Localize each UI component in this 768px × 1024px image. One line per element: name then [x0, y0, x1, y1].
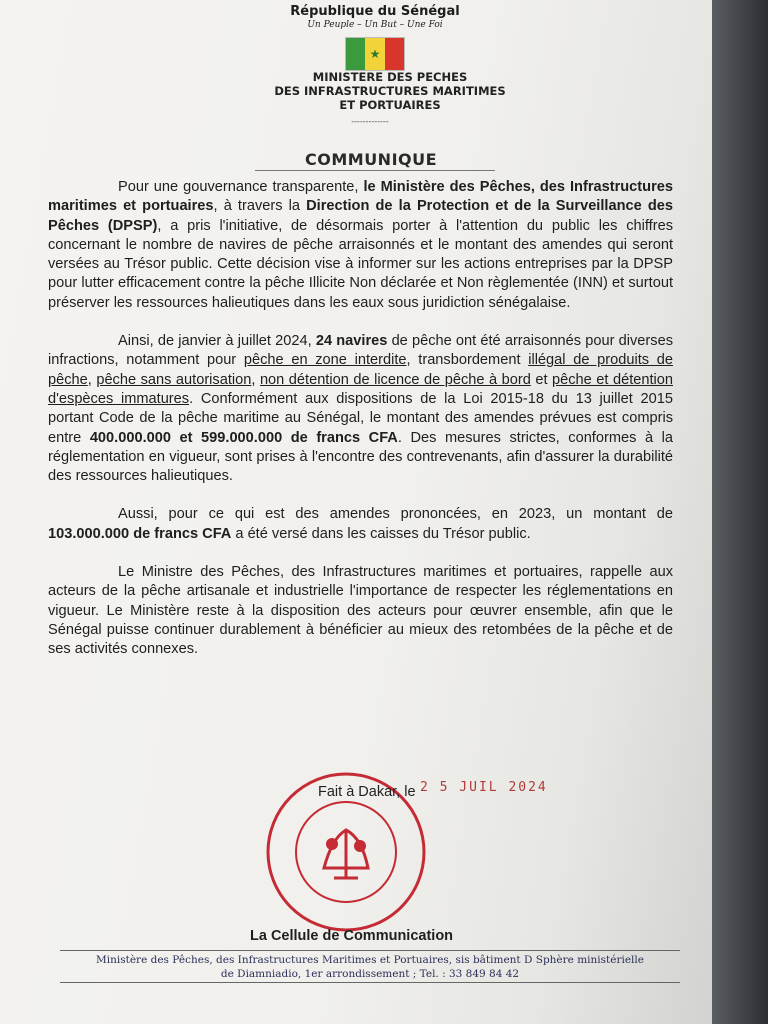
paragraph-2: Ainsi, de janvier à juillet 2024, 24 navires de pêche ont été arraisonnés pour diverses infractions, notamment pour pêche en zone interdite, transbordement illégal de produits de pêche, pêche sans autorisation, non détention de licence de pêche à bord et pêche et détention d'espèces immatures. Conformément aux dispositions de la Loi 2015-18 du 13 juillet 2015 portant Code de la pêche maritime au Sénégal, le montant des amendes prévues est compris entre 400.000.000 et 599.000.000 de francs CFA. Des mesures strictes, conformes à la réglementation en vigueur, sont prises à l'encontre des contrevenants, afin d'assurer la durabilité des ressources halieutiques. [48, 333, 674, 485]
senegal-flag-icon: ★ [345, 37, 405, 71]
header-separator: ------------- [351, 117, 389, 126]
national-motto: Un Peuple – Un But – Une Foi [307, 20, 443, 30]
background-edge [712, 0, 768, 1024]
footer-rule [60, 950, 680, 951]
document-title: COMMUNIQUE [305, 150, 438, 169]
date-stamp: 2 5 JUIL 2024 [420, 780, 548, 795]
republic-name: République du Sénégal [290, 4, 460, 19]
paragraph-3: Aussi, pour ce qui est des amendes prononcées, en 2023, un montant de 103.000.000 de francs CFA a été versé dans les caisses du Trésor public. [48, 506, 673, 542]
footer-address: Ministère des Pêches, des Infrastructures Maritimes et Portuaires, sis bâtiment D Sphère ministérielle de Diamniadio, 1er arrondissement ; Tel. : 33 849 84 42 [96, 954, 644, 980]
paragraph-1: Pour une gouvernance transparente, le Ministère des Pêches, des Infrastructures maritimes et portuaires, à travers la Direction de la Protection et de la Surveillance des Pêches (DPSP), a pris l'initiative, de désormais porter à l'attention du public les chiffres concernant le nombre de navires de pêche arraisonnés et le montant des amendes qui seront versées au Trésor public. Cette décision vise à informer sur les actions entreprises par la DPSP pour lutter efficacement contre la pêche Illicite Non déclarée et Non règlementée (INN) et surtout préserver les ressources halieutiques dans les eaux sous juridiction sénégalaise. [48, 179, 673, 311]
title-underline [255, 170, 495, 171]
signoff-place: Fait à Dakar, le [318, 784, 416, 800]
signature-unit: La Cellule de Communication [250, 928, 454, 944]
letterhead [230, 4, 520, 30]
footer-rule-bottom [60, 982, 680, 983]
ministry-name: MINISTERE DES PECHES DES INFRASTRUCTURES MARITIMES ET PORTUAIRES [274, 70, 506, 112]
document-body [48, 178, 673, 660]
paragraph-4: Le Ministre des Pêches, des Infrastructures maritimes et portuaires, rappelle aux acteurs de la pêche artisanale et industrielle l'importance de respecter les réglementations en vigueur. Le Ministère reste à la disposition des acteurs pour œuvrer ensemble, afin que le Sénégal puisse continuer durablement à bénéficier au mieux des retombées de la pêche et de ses activités connexes. [48, 564, 673, 658]
